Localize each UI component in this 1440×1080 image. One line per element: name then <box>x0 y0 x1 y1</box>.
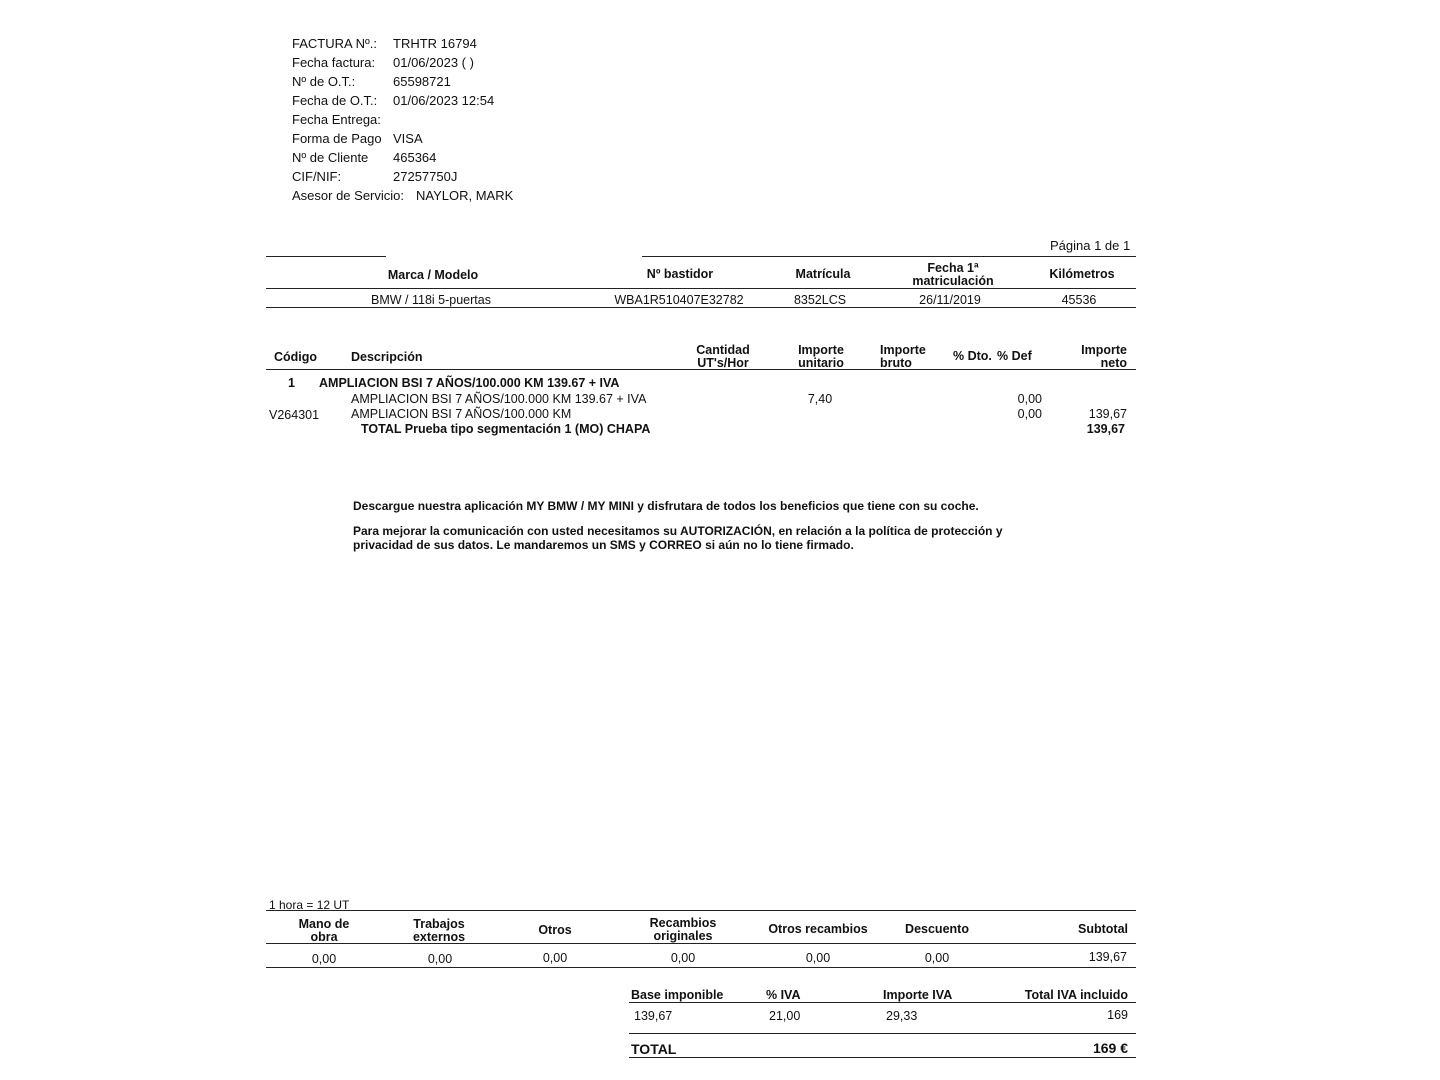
header-line: bruto <box>880 356 912 370</box>
header-line: externos <box>412 930 466 944</box>
tax-base-value: 139,67 <box>634 1009 673 1023</box>
divider <box>629 1057 1136 1058</box>
ut-note: 1 hora = 12 UT <box>269 898 350 912</box>
divider <box>629 1002 1136 1003</box>
vehicle-km-header: Kilómetros <box>1049 267 1115 281</box>
line-code: V264301 <box>269 408 320 422</box>
discount-header: % Dto. <box>953 349 992 363</box>
privacy-note-line: privacidad de sus datos. Le mandaremos un SMS y CORREO si aún no lo tiene firmado. <box>353 538 854 552</box>
payment-method-label: Forma de Pago <box>292 131 382 146</box>
invoice-number-value: TRHTR 16794 <box>393 36 477 51</box>
line-net-amount: 139,67 <box>1088 407 1127 421</box>
advisor-value: NAYLOR, MARK <box>416 188 514 203</box>
tax-id-label: CIF/NIF: <box>292 169 342 184</box>
header-line: Importe <box>1081 343 1127 357</box>
vehicle-plate-header: Matrícula <box>795 267 851 281</box>
grand-total-value: 169 € <box>1092 1040 1128 1056</box>
tax-id-value: 27257750J <box>393 169 458 184</box>
group-title: AMPLIACION BSI 7 AÑOS/100.000 KM 139.67 + IVA <box>319 376 620 390</box>
vehicle-km-value: 45536 <box>1061 293 1097 307</box>
code-header: Código <box>274 350 318 364</box>
delivery-date-label: Fecha Entrega: <box>292 112 381 127</box>
vehicle-chassis-header: Nº bastidor <box>646 267 714 281</box>
header-line: Cantidad <box>696 343 750 357</box>
header-line: originales <box>653 929 713 943</box>
privacy-note-line: Para mejorar la comunicación con usted necesitamos su AUTORIZACIÓN, en relación a la política de protección y <box>353 524 1003 538</box>
work-order-value: 65598721 <box>393 74 451 89</box>
divider <box>266 288 1136 289</box>
advisor-label: Asesor de Servicio: <box>292 188 404 203</box>
work-order-date-label: Fecha de O.T.: <box>292 93 378 108</box>
total-with-vat-value: 169 <box>1107 1008 1128 1022</box>
header-line: Fecha 1ª <box>927 261 979 275</box>
divider <box>629 1033 1136 1034</box>
group-number: 1 <box>288 376 295 390</box>
vehicle-registration-value: 26/11/2019 <box>919 293 981 307</box>
header-line: Recambios <box>649 916 717 930</box>
divider <box>642 256 1136 257</box>
tax-base-header: Base imponible <box>631 988 724 1002</box>
subtotal-header: Subtotal <box>1078 922 1128 936</box>
vehicle-plate-value: 8352LCS <box>793 293 847 307</box>
page-number: Página 1 de 1 <box>1050 238 1131 253</box>
items-total-label: TOTAL Prueba tipo segmentación 1 (MO) CHAPA <box>361 422 651 436</box>
header-line: Importe <box>798 343 844 357</box>
header-line: Mano de <box>298 917 350 931</box>
gross-amount-header <box>880 344 926 370</box>
total-with-vat-header: Total IVA incluido <box>1024 988 1128 1002</box>
vehicle-model-value: BMW / 118i 5-puertas <box>371 293 491 307</box>
original-parts-header <box>638 917 728 943</box>
description-header: Descripción <box>351 350 423 364</box>
other-parts-header: Otros recambios <box>768 922 868 936</box>
header-line: obra <box>310 930 338 944</box>
def-header: % Def <box>997 349 1032 363</box>
grand-total-label: TOTAL <box>631 1041 677 1057</box>
line-description: AMPLIACION BSI 7 AÑOS/100.000 KM <box>351 407 572 421</box>
divider <box>266 369 1136 370</box>
line-def-percent: 0,00 <box>1017 407 1042 421</box>
client-number-label: Nº de Cliente <box>292 150 369 165</box>
divider <box>266 943 1136 944</box>
vat-amount-value: 29,33 <box>886 1009 918 1023</box>
payment-method-value: VISA <box>393 131 423 146</box>
vat-amount-header: Importe IVA <box>883 988 953 1002</box>
work-order-label: Nº de O.T.: <box>292 74 356 89</box>
line-description: AMPLIACION BSI 7 AÑOS/100.000 KM 139.67 + IVA <box>351 392 647 406</box>
divider <box>266 967 1136 968</box>
header-line: UT's/Hor <box>697 356 749 370</box>
other-parts-value: 0,00 <box>805 951 831 965</box>
header-line: neto <box>1100 356 1127 370</box>
invoice-number-label: FACTURA Nº.: <box>292 36 377 51</box>
line-unit-price: 7,40 <box>807 392 833 406</box>
external-work-value: 0,00 <box>427 952 453 966</box>
header-line: unitario <box>798 356 844 370</box>
divider <box>266 256 386 257</box>
others-value: 0,00 <box>542 951 568 965</box>
quantity-header <box>684 344 762 370</box>
header-line: Importe <box>880 343 926 357</box>
vehicle-chassis-value: WBA1R510407E32782 <box>614 293 744 307</box>
invoice-date-value: 01/06/2023 ( ) <box>393 55 474 70</box>
work-order-date-value: 01/06/2023 12:54 <box>393 93 495 108</box>
subtotal-value: 139,67 <box>1088 950 1127 964</box>
divider <box>266 910 1136 911</box>
net-amount-header <box>1060 344 1127 370</box>
vehicle-registration-header <box>890 262 1016 288</box>
vat-percent-value: 21,00 <box>769 1009 801 1023</box>
discount-header: Descuento <box>905 922 969 936</box>
others-header: Otros <box>538 923 572 937</box>
items-total-value: 139,67 <box>1086 422 1125 436</box>
vat-percent-header: % IVA <box>766 988 801 1002</box>
labor-value: 0,00 <box>311 952 337 966</box>
line-def-percent: 0,00 <box>1017 392 1042 406</box>
unit-price-header <box>782 344 860 370</box>
app-note: Descargue nuestra aplicación MY BMW / MY MINI y disfrutara de todos los beneficios que tiene con su coche. <box>353 499 979 513</box>
divider <box>266 307 1136 308</box>
header-line: matriculación <box>912 274 994 288</box>
invoice-date-label: Fecha factura: <box>292 55 376 70</box>
labor-header <box>284 918 364 944</box>
vehicle-model-header: Marca / Modelo <box>387 268 479 282</box>
original-parts-value: 0,00 <box>670 951 696 965</box>
client-number-value: 465364 <box>393 150 437 165</box>
external-work-header <box>399 918 479 944</box>
discount-value: 0,00 <box>924 951 950 965</box>
header-line: Trabajos <box>413 917 465 931</box>
